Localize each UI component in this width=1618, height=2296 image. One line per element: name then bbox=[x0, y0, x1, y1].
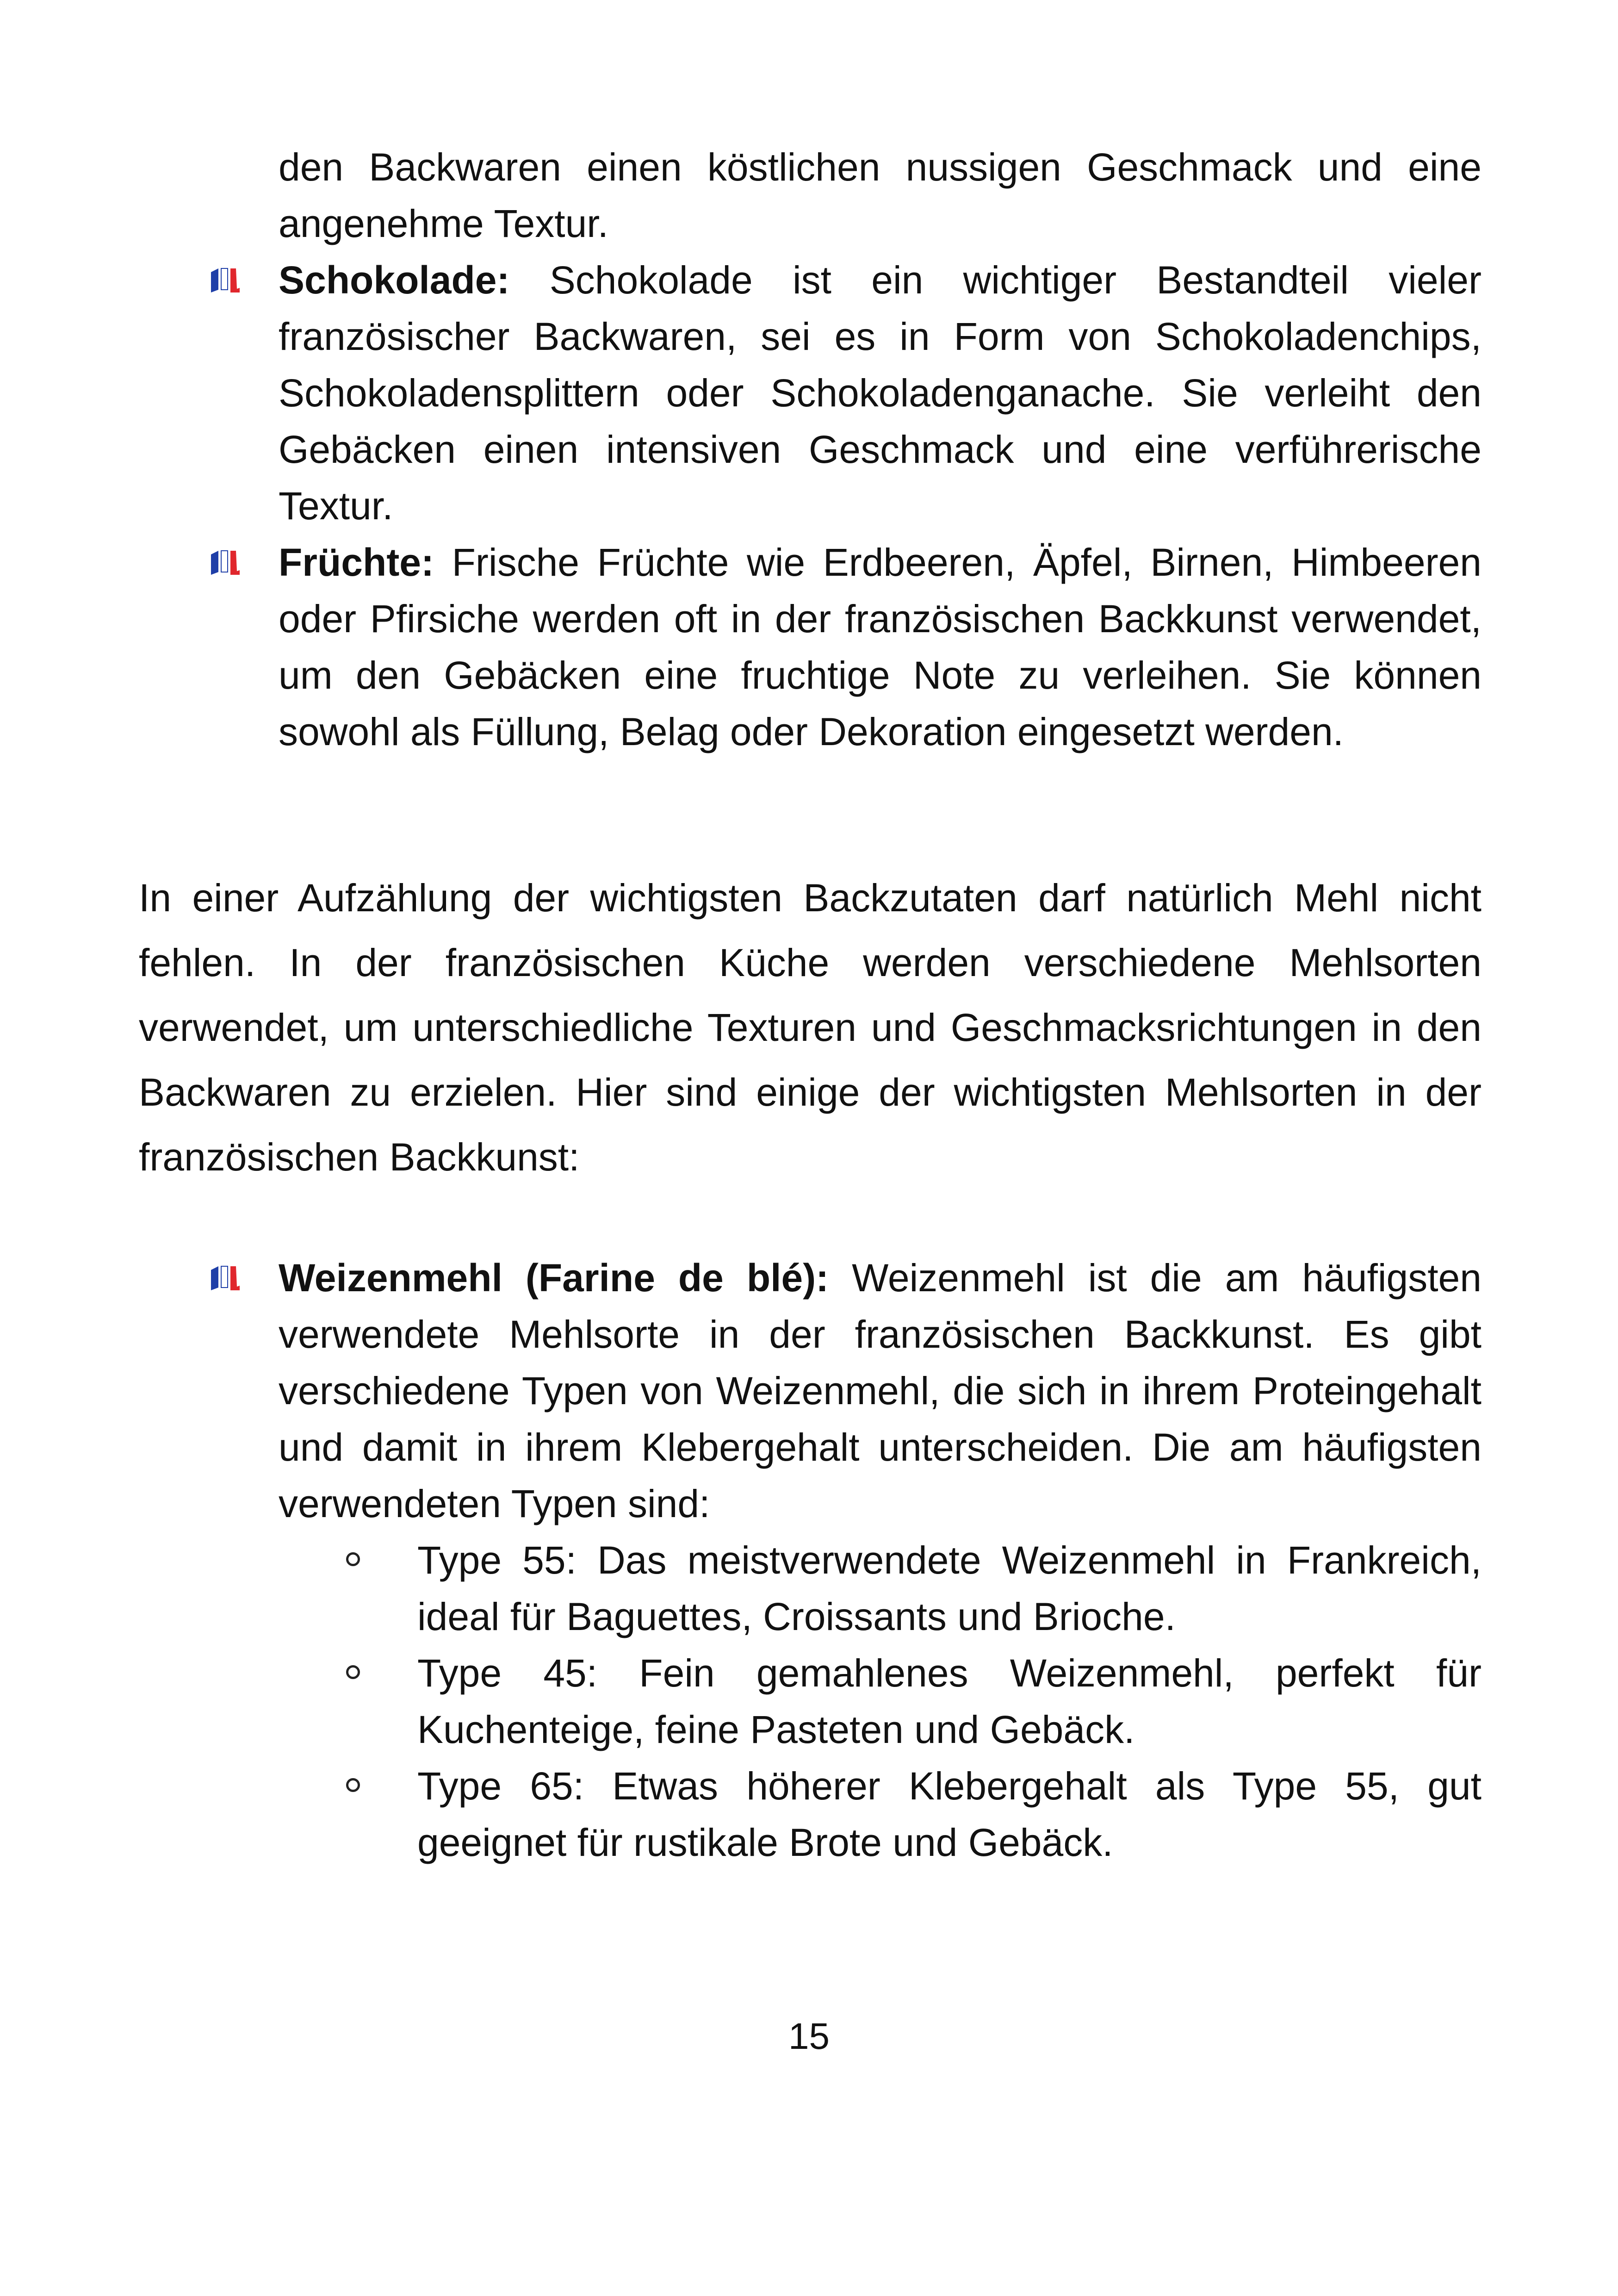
list-item-text bbox=[279, 252, 1482, 534]
page-number: 15 bbox=[788, 2016, 830, 2057]
body-paragraph: In einer Aufzählung der wichtigsten Backzutaten darf natürlich Mehl nicht fehlen. In der französischen Küche werden verschiedene Mehlsorten verwendet, um unterschiedliche Texturen und Geschmacksrichtungen in den Backwaren zu erzielen. Hier sind einige der wichtigsten Mehlsorten in der französischen Backkunst: bbox=[139, 876, 1482, 1179]
circle-bullet-icon bbox=[346, 1665, 360, 1679]
list-item-fruechte bbox=[199, 534, 1482, 760]
list-item-description: Schokolade ist ein wichtiger Bestandteil vieler französischer Backwaren, sei es in Form von Schokoladenchips, Schokoladensplittern oder Schokoladenganache. Sie verleiht den Gebäcken einen intensiven Geschmack und eine verführerische Textur. bbox=[279, 258, 1482, 528]
list-item-weizenmehl bbox=[199, 1250, 1482, 1532]
circle-bullet-icon bbox=[346, 1778, 360, 1792]
list-item-text bbox=[279, 1250, 1482, 1532]
sub-list-item-text: Type 65: Etwas höherer Klebergehalt als Type 55, gut geeignet für rustikale Brote und Gebäck. bbox=[417, 1764, 1482, 1864]
sub-list-item-text: Type 55: Das meistverwendete Weizenmehl in Frankreich, ideal für Baguettes, Croissants und Brioche. bbox=[417, 1538, 1482, 1638]
list-item-term: Früchte: bbox=[279, 541, 434, 584]
french-flag-bullet-icon bbox=[209, 548, 242, 577]
french-flag-bullet-icon bbox=[209, 1263, 242, 1292]
list-item-term: Schokolade: bbox=[279, 258, 510, 302]
continuation-text: den Backwaren einen köstlichen nussigen Geschmack und eine angenehme Textur. bbox=[279, 145, 1482, 245]
continuation-text-block bbox=[199, 139, 1482, 252]
sub-list-item-type-45 bbox=[338, 1645, 1482, 1758]
sub-list-item-text: Type 45: Fein gemahlenes Weizenmehl, perfekt für Kuchenteige, feine Pasteten und Gebäck. bbox=[417, 1651, 1482, 1751]
list-item-term: Weizenmehl (Farine de blé): bbox=[279, 1256, 829, 1300]
circle-bullet-icon bbox=[346, 1552, 360, 1566]
list-item-description: Frische Früchte wie Erdbeeren, Äpfel, Birnen, Himbeeren oder Pfirsiche werden oft in der französischen Backkunst verwendet, um den Gebäcken eine fruchtige Note zu verleihen. Sie können sowohl als Füllung, Belag oder Dekoration eingesetzt werden. bbox=[279, 541, 1482, 753]
french-flag-bullet-icon bbox=[209, 266, 242, 294]
sub-list-item-type-65 bbox=[338, 1758, 1482, 1871]
sub-list-item-type-55 bbox=[338, 1532, 1482, 1645]
list-item-schokolade bbox=[199, 252, 1482, 534]
list-item-text bbox=[279, 534, 1482, 760]
list-item-description: Weizenmehl ist die am häufigsten verwendete Mehlsorte in der französischen Backkunst. Es gibt verschiedene Typen von Weizenmehl, die sich in ihrem Proteingehalt und damit in ihrem Klebergehalt unterscheiden. Die am häufigsten verwendeten Typen sind: bbox=[279, 1256, 1482, 1525]
